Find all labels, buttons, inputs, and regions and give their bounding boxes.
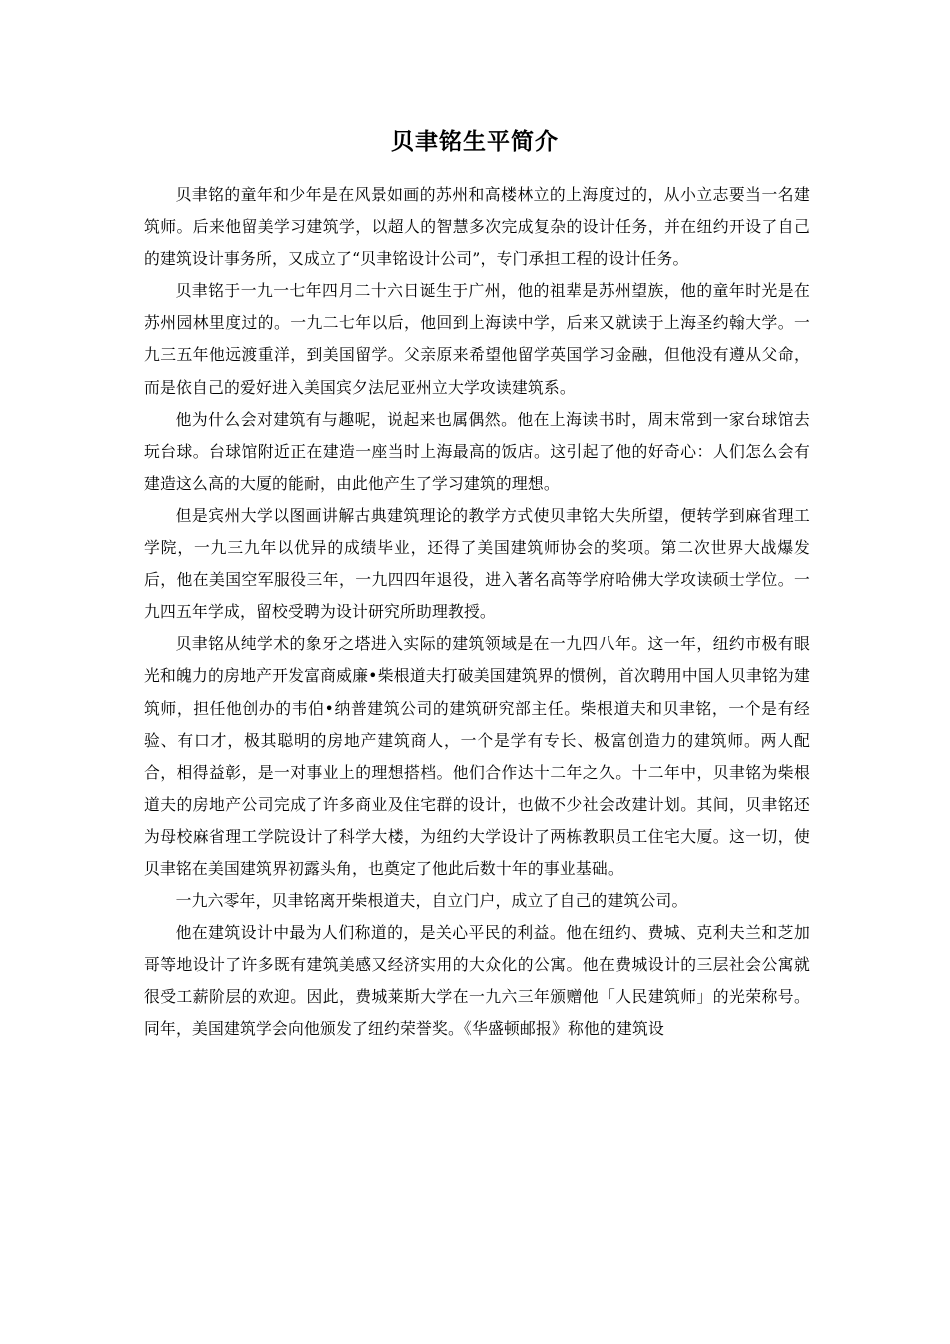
paragraph-zeckendorf: 贝聿铭从纯学术的象牙之塔进入实际的建筑领域是在一九四八年。这一年，纽约市极有眼光和魄力的房地产开发富商威廉•柴根道夫打破美国建筑界的惯例，首次聘用中国人贝聿铭为建筑师，担任他创办的韦伯•纳普建筑公司的建筑研究部主任。柴根道夫和贝聿铭，一个是有经验、有口才，极其聪明的房地产建筑商人，一个是学有专长、极富创造力的建筑师。两人配合，相得益彰，是一对事业上的理想搭档。他们合作达十二年之久。十二年中，贝聿铭为柴根道夫的房地产公司完成了许多商业及住宅群的设计，也做不少社会改建计划。其间，贝聿铭还为母校麻省理工学院设计了科学大楼，为纽约大学设计了两栋教职员工住宅大厦。这一切，使贝聿铭在美国建筑界初露头角，也奠定了他此后数十年的事业基础。 — [144, 634, 810, 878]
paragraph-interest-origin: 他为什么会对建筑有与趣呢，说起来也属偶然。他在上海读书时，周末常到一家台球馆去玩台球。台球馆附近正在建造一座当时上海最高的饭店。这引起了他的好奇心：人们怎么会有建造这么高的大厦的能耐，由此他产生了学习建筑的理想。 — [144, 409, 810, 493]
document-body — [144, 179, 810, 1046]
paragraph-public-housing: 他在建筑设计中最为人们称道的，是关心平民的利益。他在纽约、费城、克利夫兰和芝加哥等地设计了许多既有建筑美感又经济实用的大众化的公寓。他在费城设计的三层社会公寓就很受工薪阶层的欢迎。因此，费城莱斯大学在一九六三年颁赠他「人民建筑师」的光荣称号。同年，美国建筑学会向他颁发了纽约荣誉奖。《华盛顿邮报》称他的建筑设 — [144, 923, 810, 1039]
paragraph-birth-education: 贝聿铭于一九一七年四月二十六日诞生于广州，他的祖辈是苏州望族，他的童年时光是在苏州园林里度过的。一九二七年以后，他回到上海读中学，后来又就读于上海圣约翰大学。一九三五年他远渡重洋，到美国留学。父亲原来希望他留学英国学习金融，但他没有遵从父命，而是依自己的爱好进入美国宾夕法尼亚州立大学攻读建筑系。 — [144, 281, 810, 397]
page-title: 贝聿铭生平简介 — [391, 129, 559, 155]
paragraph-own-firm: 一九六零年，贝聿铭离开柴根道夫，自立门户，成立了自己的建筑公司。 — [175, 891, 688, 911]
paragraph-mit-harvard: 但是宾州大学以图画讲解古典建筑理论的教学方式使贝聿铭大失所望，便转学到麻省理工学院，一九三九年以优异的成绩毕业，还得了美国建筑师协会的奖项。第二次世界大战爆发后，他在美国空军服役三年，一九四四年退役，进入著名高等学府哈佛大学攻读硕士学位。一九四五年学成，留校受聘为设计研究所助理教授。 — [144, 505, 810, 622]
paragraph-childhood: 贝聿铭的童年和少年是在风景如画的苏州和高楼林立的上海度过的，从小立志要当一名建筑师。后来他留美学习建筑学，以超人的智慧多次完成复杂的设计任务，并在纽约开设了自己的建筑设计事务所，又成立了“贝聿铭设计公司”，专门承担工程的设计任务。 — [144, 185, 810, 269]
